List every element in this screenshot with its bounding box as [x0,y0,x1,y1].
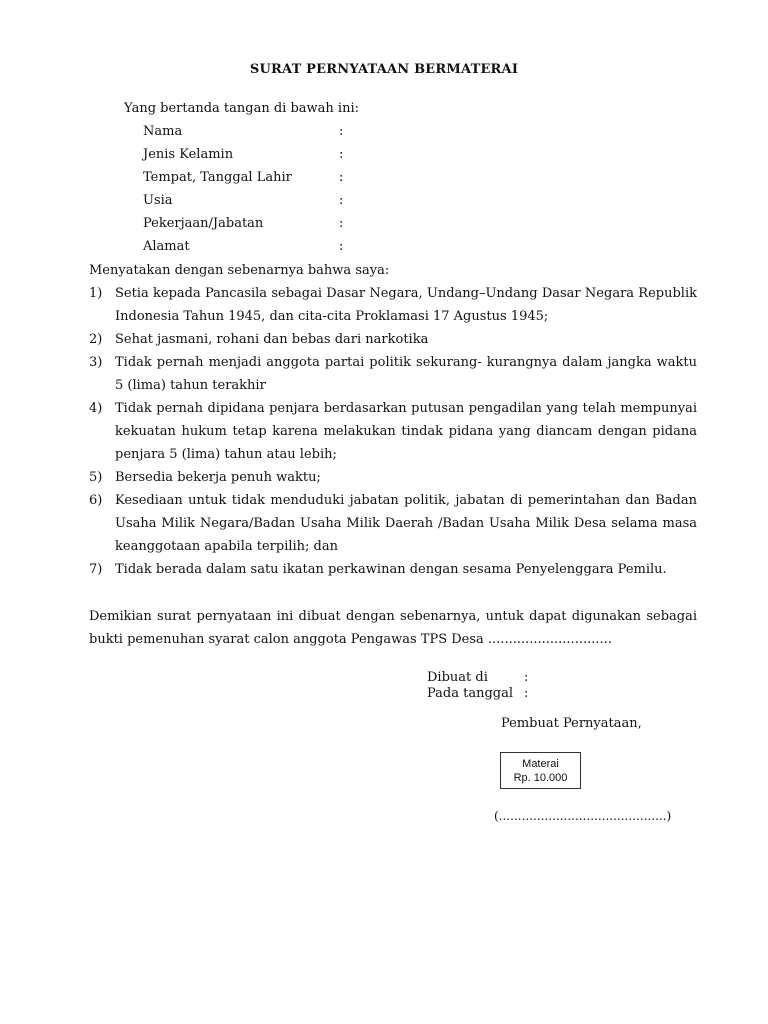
list-item-text: Setia kepada Pancasila sebagai Dasar Negara, Undang–Undang Dasar Negara Republik Indonesia Tahun 1945, dan cita-cita Proklamasi 17 Agustus 1945; [115,286,697,324]
list-item-number: 6) [89,493,103,508]
field-label-jenis-kelamin: Jenis Kelamin [143,147,234,162]
list-item-number: 4) [89,401,103,416]
stamp-amount: Rp. 10.000 [513,772,568,784]
field-label-usia: Usia [143,193,173,208]
stamp-box [500,752,581,789]
list-item [89,282,697,328]
field-label-pekerjaan: Pekerjaan/Jabatan [143,216,264,231]
statement-intro: Menyatakan dengan sebenarnya bahwa saya: [89,263,390,278]
list-item [89,351,697,397]
field-label-tempat-tanggal-lahir: Tempat, Tanggal Lahir [143,170,292,185]
list-item-text: Bersedia bekerja penuh waktu; [115,470,321,485]
list-item-number: 7) [89,562,103,577]
list-item-number: 5) [89,470,103,485]
signature-placeholder: (............................................) [494,809,672,823]
list-item [89,489,697,558]
closing-paragraph: Demikian surat pernyataan ini dibuat dengan sebenarnya, untuk dapat digunakan sebagai bukti pemenuhan syarat calon anggota Pengawas TPS Desa .............................. [89,609,697,647]
field-label-nama: Nama [143,124,183,139]
list-item-number: 2) [89,332,103,347]
list-item-text: Kesediaan untuk tidak menduduki jabatan politik, jabatan di pemerintahan dan Badan Usaha Milik Negara/Badan Usaha Milik Daerah /Badan Usaha Milik Desa selama masa keanggotaan apabila terpilih; dan [115,493,697,554]
list-item [89,558,697,581]
field-colon: : [339,147,344,162]
list-item-number: 1) [89,286,103,301]
list-item-text: Tidak pernah menjadi anggota partai politik sekurang- kurangnya dalam jangka waktu 5 (lima) tahun terakhir [115,355,697,393]
field-colon: : [339,193,344,208]
document-title: SURAT PERNYATAAN BERMATERAI [249,62,519,77]
stamp-label: Materai [522,758,559,770]
list-item-text: Tidak berada dalam satu ikatan perkawinan dengan sesama Penyelenggara Pemilu. [115,562,667,577]
statement-list [89,282,697,581]
place-label: Dibuat di [427,670,488,685]
list-item-number: 3) [89,355,103,370]
place-colon: : [524,670,529,685]
field-colon: : [339,124,344,139]
field-colon: : [339,216,344,231]
intro-text: Yang bertanda tangan di bawah ini: [124,101,359,116]
list-item-text: Sehat jasmani, rohani dan bebas dari narkotika [115,332,429,347]
list-item [89,328,697,351]
field-colon: : [339,239,344,254]
field-colon: : [339,170,344,185]
list-item [89,466,697,489]
date-label: Pada tanggal [427,686,514,701]
field-label-alamat: Alamat [143,239,190,254]
list-item-text: Tidak pernah dipidana penjara berdasarkan putusan pengadilan yang telah mempunyai kekuatan hukum tetap karena melakukan tindak pidana yang diancam dengan pidana penjara 5 (lima) tahun atau lebih; [115,401,697,462]
list-item [89,397,697,466]
signer-title: Pembuat Pernyataan, [501,716,642,731]
date-colon: : [524,686,529,701]
